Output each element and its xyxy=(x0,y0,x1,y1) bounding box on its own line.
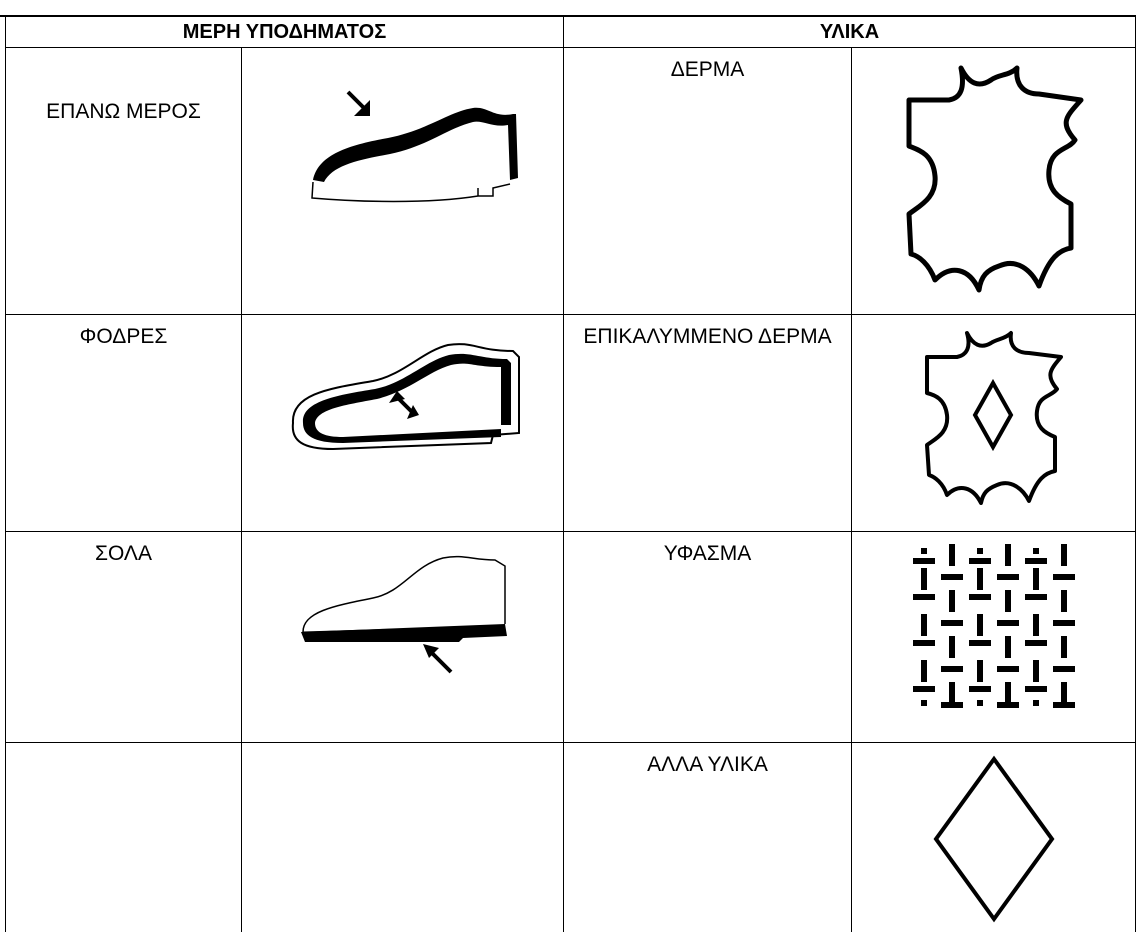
part-icon-cell xyxy=(242,532,564,743)
other-materials-icon xyxy=(924,753,1064,923)
part-label-text: ΕΠΑΝΩ ΜΕΡΟΣ xyxy=(6,54,241,127)
part-label-text: ΣΟΛΑ xyxy=(6,538,241,569)
header-parts: ΜΕΡΗ ΥΠΟΔΗΜΑΤΟΣ xyxy=(6,16,564,48)
leather-hide-icon xyxy=(899,58,1089,298)
table-row xyxy=(6,532,1136,743)
shoe-upper-icon xyxy=(278,70,528,220)
material-icon-cell xyxy=(852,743,1136,932)
material-label-textile xyxy=(564,532,852,743)
material-label-text: ΔΕΡΜΑ xyxy=(564,54,851,85)
part-icon-cell xyxy=(242,48,564,315)
table-row xyxy=(6,743,1136,932)
material-label-text: ΑΛΛΑ ΥΛΙΚΑ xyxy=(564,749,851,780)
material-label-leather xyxy=(564,48,852,315)
part-icon-cell xyxy=(242,315,564,532)
header-row xyxy=(6,16,1136,48)
textile-weave-icon xyxy=(909,540,1079,715)
material-icon-cell xyxy=(852,315,1136,532)
table-row xyxy=(6,48,1136,315)
part-label-sole xyxy=(6,532,242,743)
footwear-labelling-table xyxy=(5,15,1136,932)
shoe-lining-icon xyxy=(273,333,533,463)
part-label-text: ΦΟΔΡΕΣ xyxy=(6,321,241,352)
part-icon-cell-empty xyxy=(242,743,564,932)
part-label-empty xyxy=(6,743,242,932)
material-label-coated-leather xyxy=(564,315,852,532)
material-label-other xyxy=(564,743,852,932)
part-label-upper xyxy=(6,48,242,315)
material-label-text: ΕΠΙΚΑΛΥΜΜΕΝΟ ΔΕΡΜΑ xyxy=(564,321,851,352)
part-label-lining xyxy=(6,315,242,532)
material-icon-cell xyxy=(852,532,1136,743)
table-row xyxy=(6,315,1136,532)
material-icon-cell xyxy=(852,48,1136,315)
coated-leather-icon xyxy=(919,325,1069,505)
shoe-sole-icon xyxy=(283,546,523,676)
header-materials: ΥΛΙΚΑ xyxy=(564,16,1136,48)
material-label-text: ΥΦΑΣΜΑ xyxy=(564,538,851,569)
